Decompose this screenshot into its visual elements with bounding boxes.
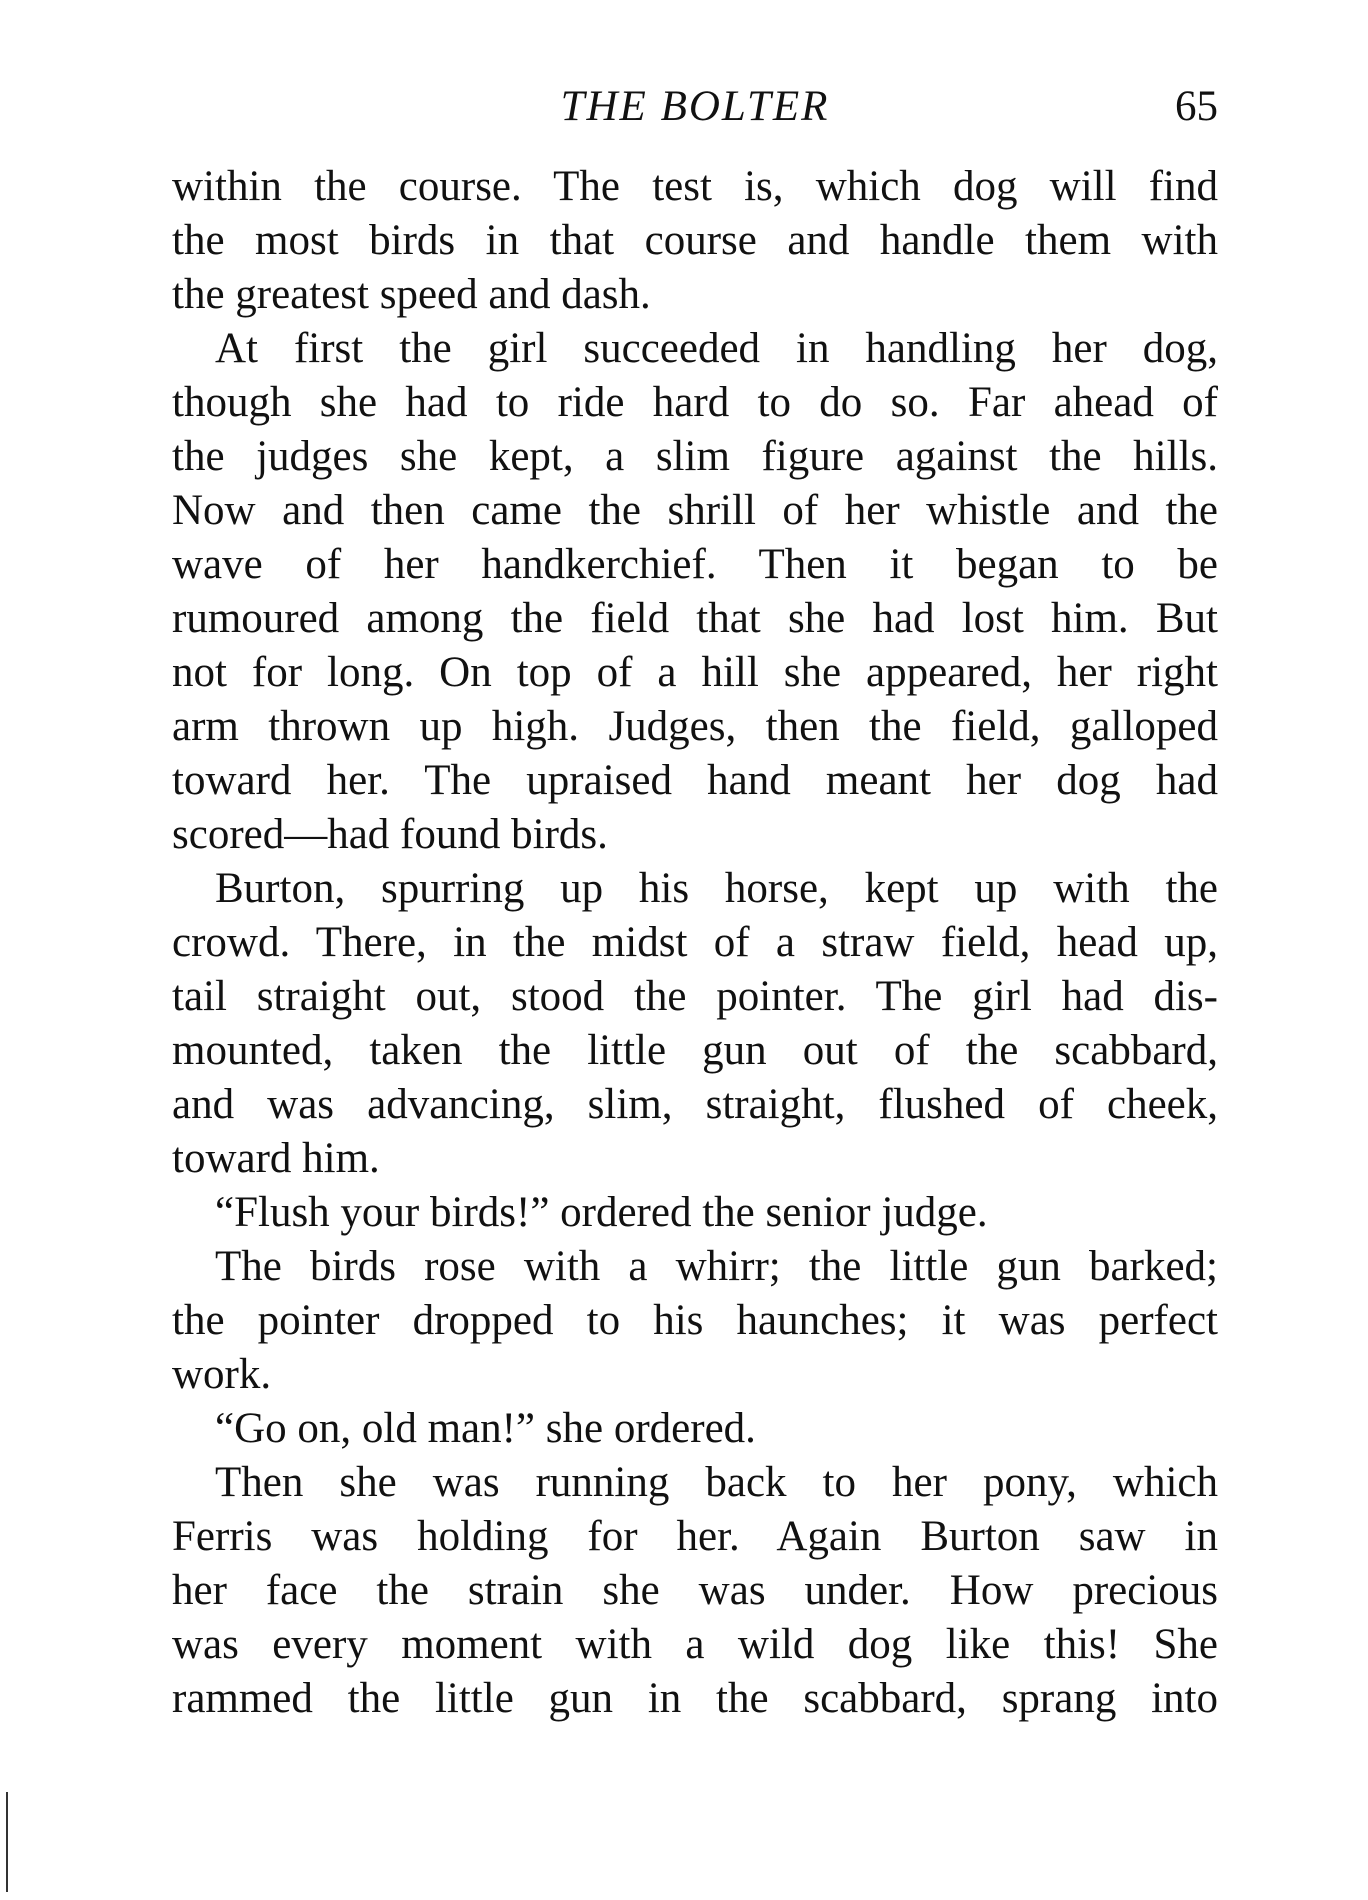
- text-line: wave of her handkerchief. Then it began to be: [172, 541, 1218, 588]
- text-line: scored—had found birds.: [172, 811, 608, 858]
- text-line: crowd. There, in the midst of a straw field, head up,: [172, 919, 1218, 966]
- text-line: Burton, spurring up his horse, kept up with the: [215, 865, 1218, 912]
- running-title: THE BOLTER: [560, 83, 830, 130]
- text-line: rammed the little gun in the scabbard, sprang into: [172, 1675, 1218, 1722]
- text-line: toward him.: [172, 1135, 380, 1182]
- text-line: the most birds in that course and handle them with: [172, 217, 1218, 264]
- text-line: within the course. The test is, which dog will find: [172, 163, 1218, 210]
- text-line: tail straight out, stood the pointer. The girl had dis-: [172, 973, 1218, 1020]
- text-line: toward her. The upraised hand meant her dog had: [172, 757, 1218, 804]
- text-line: arm thrown up high. Judges, then the field, galloped: [172, 703, 1218, 750]
- text-line: Now and then came the shrill of her whistle and the: [172, 487, 1218, 534]
- body-text: [172, 160, 1218, 1726]
- text-line: The birds rose with a whirr; the little gun barked;: [215, 1243, 1218, 1290]
- page-number: 65: [1175, 83, 1218, 130]
- text-line: Ferris was holding for her. Again Burton saw in: [172, 1513, 1218, 1560]
- text-line: and was advancing, slim, straight, flushed of cheek,: [172, 1081, 1218, 1128]
- text-line: her face the strain she was under. How precious: [172, 1567, 1218, 1614]
- scan-margin-line: [6, 1792, 8, 1892]
- text-line: the greatest speed and dash.: [172, 271, 651, 318]
- text-line: rumoured among the field that she had lost him. But: [172, 595, 1218, 642]
- text-line: was every moment with a wild dog like this! She: [172, 1621, 1218, 1668]
- text-line: mounted, taken the little gun out of the scabbard,: [172, 1027, 1218, 1074]
- running-head: [172, 82, 1218, 142]
- text-line: “Go on, old man!” she ordered.: [215, 1405, 756, 1452]
- text-line: though she had to ride hard to do so. Far ahead of: [172, 379, 1218, 426]
- text-line: Then she was running back to her pony, which: [215, 1459, 1218, 1506]
- text-line: At first the girl succeeded in handling her dog,: [215, 325, 1218, 372]
- text-line: the pointer dropped to his haunches; it was perfect: [172, 1297, 1218, 1344]
- text-line: “Flush your birds!” ordered the senior judge.: [215, 1189, 988, 1236]
- text-line: not for long. On top of a hill she appeared, her right: [172, 649, 1218, 696]
- text-line: work.: [172, 1351, 272, 1398]
- text-line: the judges she kept, a slim figure against the hills.: [172, 433, 1218, 480]
